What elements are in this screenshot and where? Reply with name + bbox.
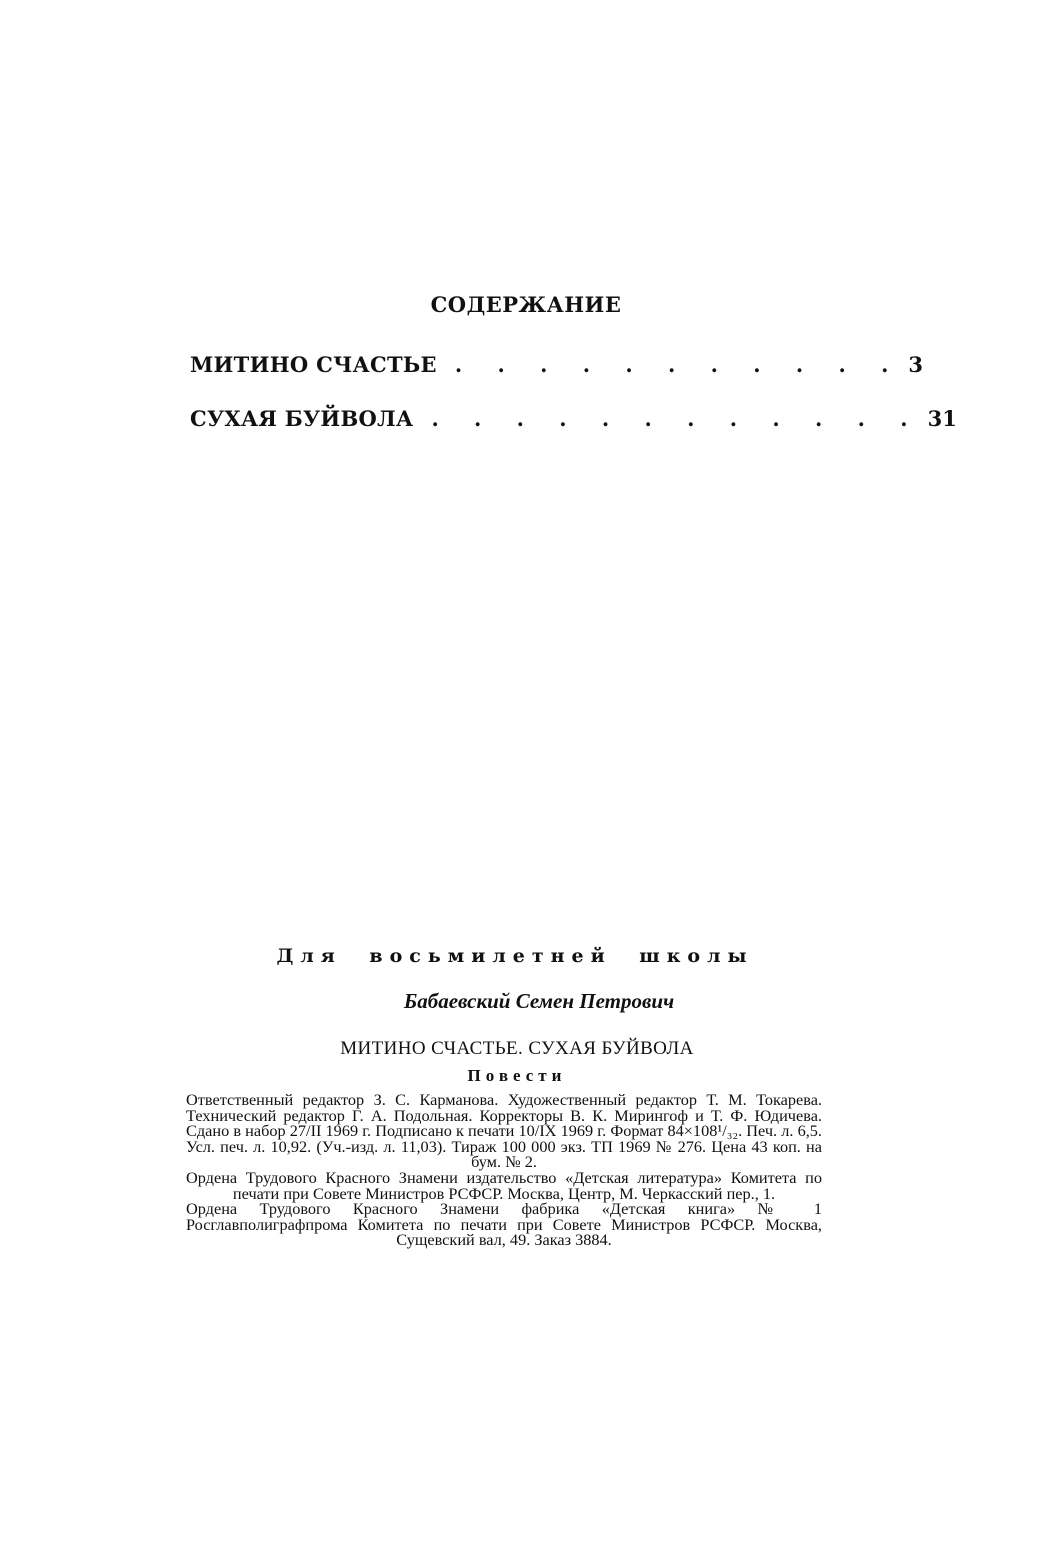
publisher-paragraph: Ордена Трудового Красного Знамени издательство «Детская литература» Комитета по печати при Совете Министров РСФСР. Москва, Центр, М. Черкасский пер., 1. [186,1167,822,1203]
printer-paragraph: Ордена Трудового Красного Знамени фабрика «Детская книга» № 1 Росглавполиграфпрома Комитета по печати при Совете Министров РСФСР. Москва, Сущевский вал, 49. Заказ 3884. [186,1199,822,1250]
toc-title: СОДЕРЖАНИЕ [430,292,622,317]
toc-entry[interactable] [190,406,957,431]
toc-entry-page: 3 [908,352,924,377]
toc-entry-title: СУХАЯ БУЙВОЛА [190,406,414,431]
author-name: Бабаевский Семен Петрович [403,989,675,1013]
toc-entry[interactable] [190,352,924,377]
book-title: МИТИНО СЧАСТЬЕ. СУХАЯ БУЙВОЛА [340,1038,694,1059]
genre-label: Повести [467,1066,567,1085]
imprint-block [186,945,822,1248]
toc-entry-leader: . . . . . . . . . . . . [431,406,922,431]
toc-entry-leader: . . . . . . . . . . . [454,352,903,377]
staff-paragraph: Ответственный редактор З. С. Карманова. Художественный редактор Т. М. Токарева. Технический редактор Г. А. Подольная. Корректоры В. К. Мирингоф и Т. Ф. Юдичева. Сдано в набор 27/II 1969 г. Подписано к печати 10/IX 1969 г. Формат 84×108¹/₃₂. Печ. л. 6,5. Усл. печ. л. 10,92. (Уч.-изд. л. 11,03). Тираж 100 000 экз. ТП 1969 № 276. Цена 43 коп. на бум. № 2. [186,1090,822,1172]
series-label: Для восьмилетней школы [276,945,754,967]
toc-entry-page: 31 [927,406,957,431]
toc-entry-title: МИТИНО СЧАСТЬЕ [190,352,437,377]
